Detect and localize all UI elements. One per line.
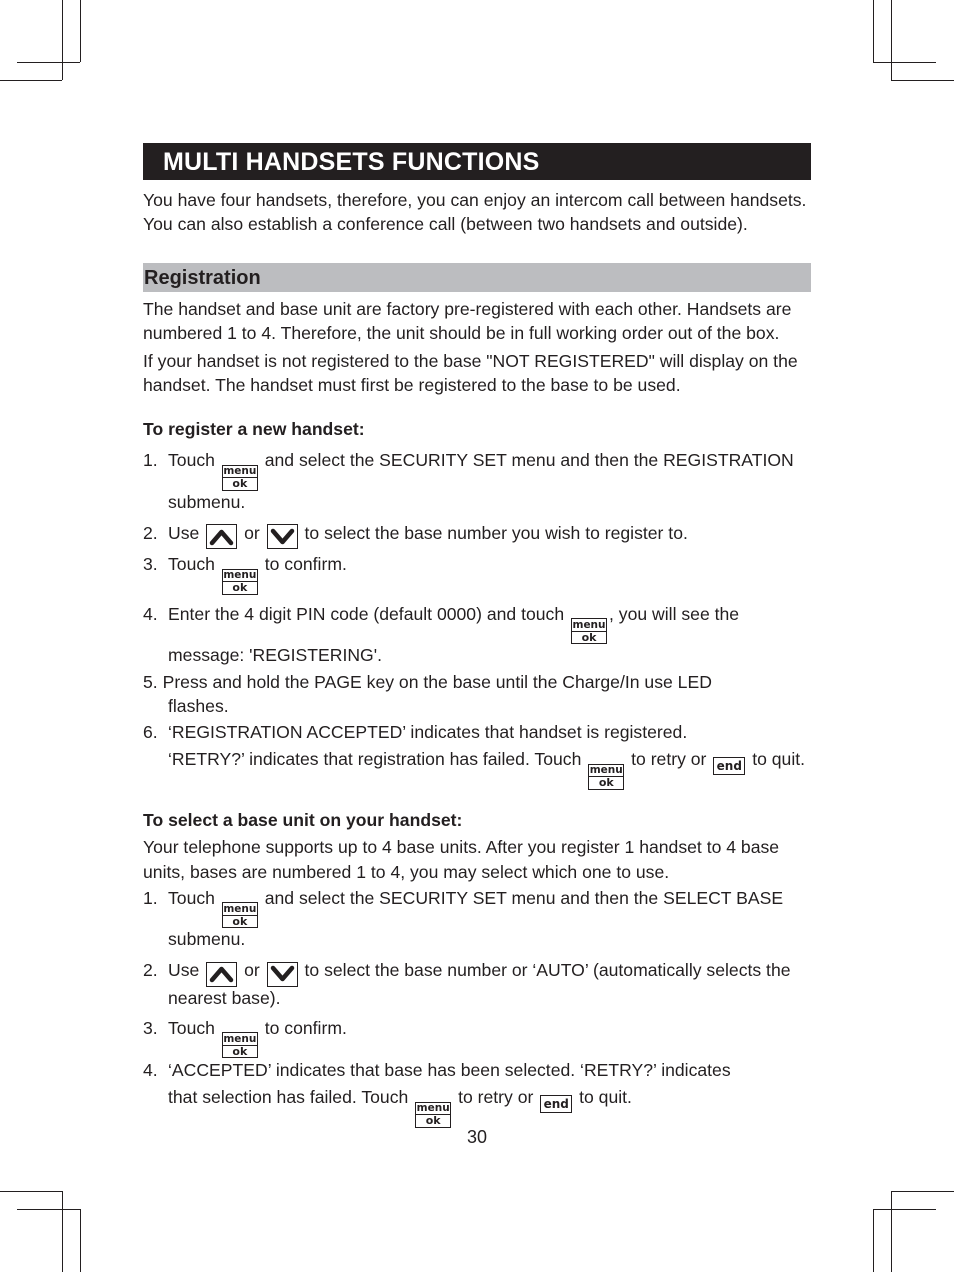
key-label: menu — [223, 902, 257, 915]
step-text-part: Use — [168, 960, 200, 980]
step-text — [168, 603, 811, 667]
crop-mark — [873, 0, 874, 62]
crop-mark — [62, 0, 63, 80]
menu-ok-key-icon — [222, 569, 258, 595]
step-text-part: Touch — [168, 450, 215, 470]
step-item — [143, 522, 811, 550]
step-text-part: and select the SECURITY SET menu and then the SELECT BASE submenu. — [168, 887, 784, 949]
step-number: 3. — [143, 554, 158, 574]
retry-line — [168, 748, 805, 790]
key-label: menu — [223, 569, 257, 581]
key-label: ok — [223, 477, 257, 490]
step-number: 4. — [143, 1060, 158, 1080]
crop-mark — [80, 0, 81, 62]
key-label: ok — [223, 1045, 257, 1058]
menu-ok-key-icon — [588, 764, 624, 790]
step-text-part: that selection has failed. Touch — [168, 1087, 409, 1107]
up-arrow-key-icon — [206, 962, 237, 987]
select-base-steps — [143, 887, 811, 1128]
key-label: menu — [572, 618, 606, 631]
crop-mark — [891, 80, 954, 81]
menu-ok-key-icon — [571, 618, 607, 644]
step-text-part: and select the SECURITY SET menu and then the REGISTRATION submenu. — [168, 450, 794, 512]
register-steps — [143, 449, 811, 790]
crop-mark — [873, 1209, 936, 1210]
step-number: 1. — [143, 887, 158, 908]
step-text-part: ‘ACCEPTED’ indicates that base has been selected. ‘RETRY?’ indicates — [168, 1060, 731, 1080]
step-text-part: to confirm. — [264, 1017, 347, 1038]
end-key-icon: end — [540, 1095, 572, 1113]
key-label: ok — [572, 631, 606, 644]
crop-mark — [17, 62, 80, 63]
step-text-part: or — [244, 522, 260, 543]
crop-mark — [80, 1209, 81, 1272]
step-text — [168, 1017, 811, 1059]
key-label: menu — [223, 1032, 257, 1045]
crop-mark — [62, 1191, 63, 1272]
step-text — [168, 721, 811, 790]
page-number: 30 — [466, 1127, 488, 1147]
step-text-part: to select the base number or ‘AUTO’ (automatically selects the nearest base). — [168, 960, 791, 1008]
subheading-register-new: To register a new handset: — [143, 419, 365, 439]
step-text — [168, 959, 811, 1009]
step-text-part: Press and hold the PAGE key on the base until the Charge/In use LED — [162, 672, 712, 692]
step-text — [168, 553, 811, 595]
menu-ok-key-icon — [222, 902, 258, 928]
registration-paragraph: If your handset is not registered to the base "NOT REGISTERED" will display on the handset. The handset must first be registered to the base to be used. — [143, 351, 798, 395]
step-text-part: ‘RETRY?’ indicates that registration has failed. Touch — [168, 749, 582, 769]
step-item — [143, 603, 811, 667]
step-text-part: ‘REGISTRATION ACCEPTED’ indicates that handset is registered. — [168, 722, 688, 742]
intro-paragraph: You have four handsets, therefore, you can enjoy an intercom call between handsets. You can also establish a conference call (between two handsets and outside). — [143, 190, 807, 234]
step-number: 4. — [143, 603, 158, 624]
section-title-registration: Registration — [143, 263, 811, 292]
step-item — [143, 1059, 811, 1128]
step-number: 6. — [143, 722, 158, 742]
step-item — [143, 670, 811, 718]
step-item — [143, 553, 811, 595]
crop-mark — [891, 1191, 892, 1272]
menu-ok-key-icon — [222, 465, 258, 491]
step-text-part: to confirm. — [264, 554, 347, 574]
page-title: MULTI HANDSETS FUNCTIONS — [143, 143, 811, 180]
key-label: menu — [223, 465, 257, 477]
step-item — [143, 959, 811, 1009]
down-arrow-key-icon — [267, 962, 298, 987]
step-text-part: or — [244, 960, 260, 980]
down-arrow-key-icon — [267, 524, 298, 549]
key-label: ok — [223, 915, 257, 928]
step-text — [168, 449, 811, 513]
step-text-part: Touch — [168, 554, 215, 574]
select-base-paragraph: Your telephone supports up to 4 base units. After you register 1 handset to 4 base units, bases are numbered 1 to 4, you may select which one to use. — [143, 836, 780, 882]
step-text-part: , you will see the message: 'REGISTERING'. — [168, 603, 740, 665]
key-label: ok — [416, 1114, 450, 1127]
step-text-part: to quit. — [579, 1087, 632, 1107]
step-number: 1. — [143, 450, 158, 470]
key-label: menu — [589, 764, 623, 776]
step-text — [168, 522, 811, 550]
key-label: ok — [589, 776, 623, 789]
crop-mark — [891, 0, 892, 80]
step-item — [143, 721, 811, 790]
step-text — [168, 887, 811, 951]
retry-line — [168, 1086, 632, 1128]
menu-ok-key-icon — [222, 1032, 258, 1058]
step-text-part: to retry or — [458, 1087, 534, 1107]
step-number: 2. — [143, 522, 158, 543]
crop-mark — [17, 1209, 80, 1210]
step-text-part: Touch — [168, 887, 215, 908]
menu-ok-key-icon — [415, 1102, 451, 1128]
registration-paragraph: The handset and base unit are factory pre-registered with each other. Handsets are numbered 1 to 4. Therefore, the unit should be in full working order out of the box. — [143, 299, 792, 343]
end-key-icon: end — [713, 757, 745, 775]
subheading-select-base: To select a base unit on your handset: — [143, 809, 463, 830]
step-text-part: Use — [168, 522, 200, 543]
key-label: ok — [223, 581, 257, 594]
crop-mark — [0, 80, 62, 81]
page-content — [143, 143, 811, 1128]
step-text-part: to select the base number you wish to register to. — [304, 522, 688, 543]
step-text — [168, 1059, 811, 1128]
step-item — [143, 1017, 811, 1059]
step-text-part: to retry or — [631, 749, 707, 769]
step-number: 2. — [143, 960, 158, 980]
step-text-part: Touch — [168, 1017, 215, 1038]
step-item — [143, 887, 811, 951]
step-item — [143, 449, 811, 513]
step-text-part: Enter the 4 digit PIN code (default 0000) and touch — [168, 603, 565, 624]
step-text-part: flashes. — [168, 696, 229, 716]
crop-mark — [873, 1209, 874, 1272]
up-arrow-key-icon — [206, 524, 237, 549]
step-text-part: to quit. — [752, 749, 806, 769]
crop-mark — [0, 1191, 62, 1192]
crop-mark — [873, 62, 936, 63]
step-number: 5. — [143, 672, 158, 692]
crop-mark — [891, 1191, 954, 1192]
step-number: 3. — [143, 1017, 158, 1038]
key-label: menu — [416, 1102, 450, 1114]
